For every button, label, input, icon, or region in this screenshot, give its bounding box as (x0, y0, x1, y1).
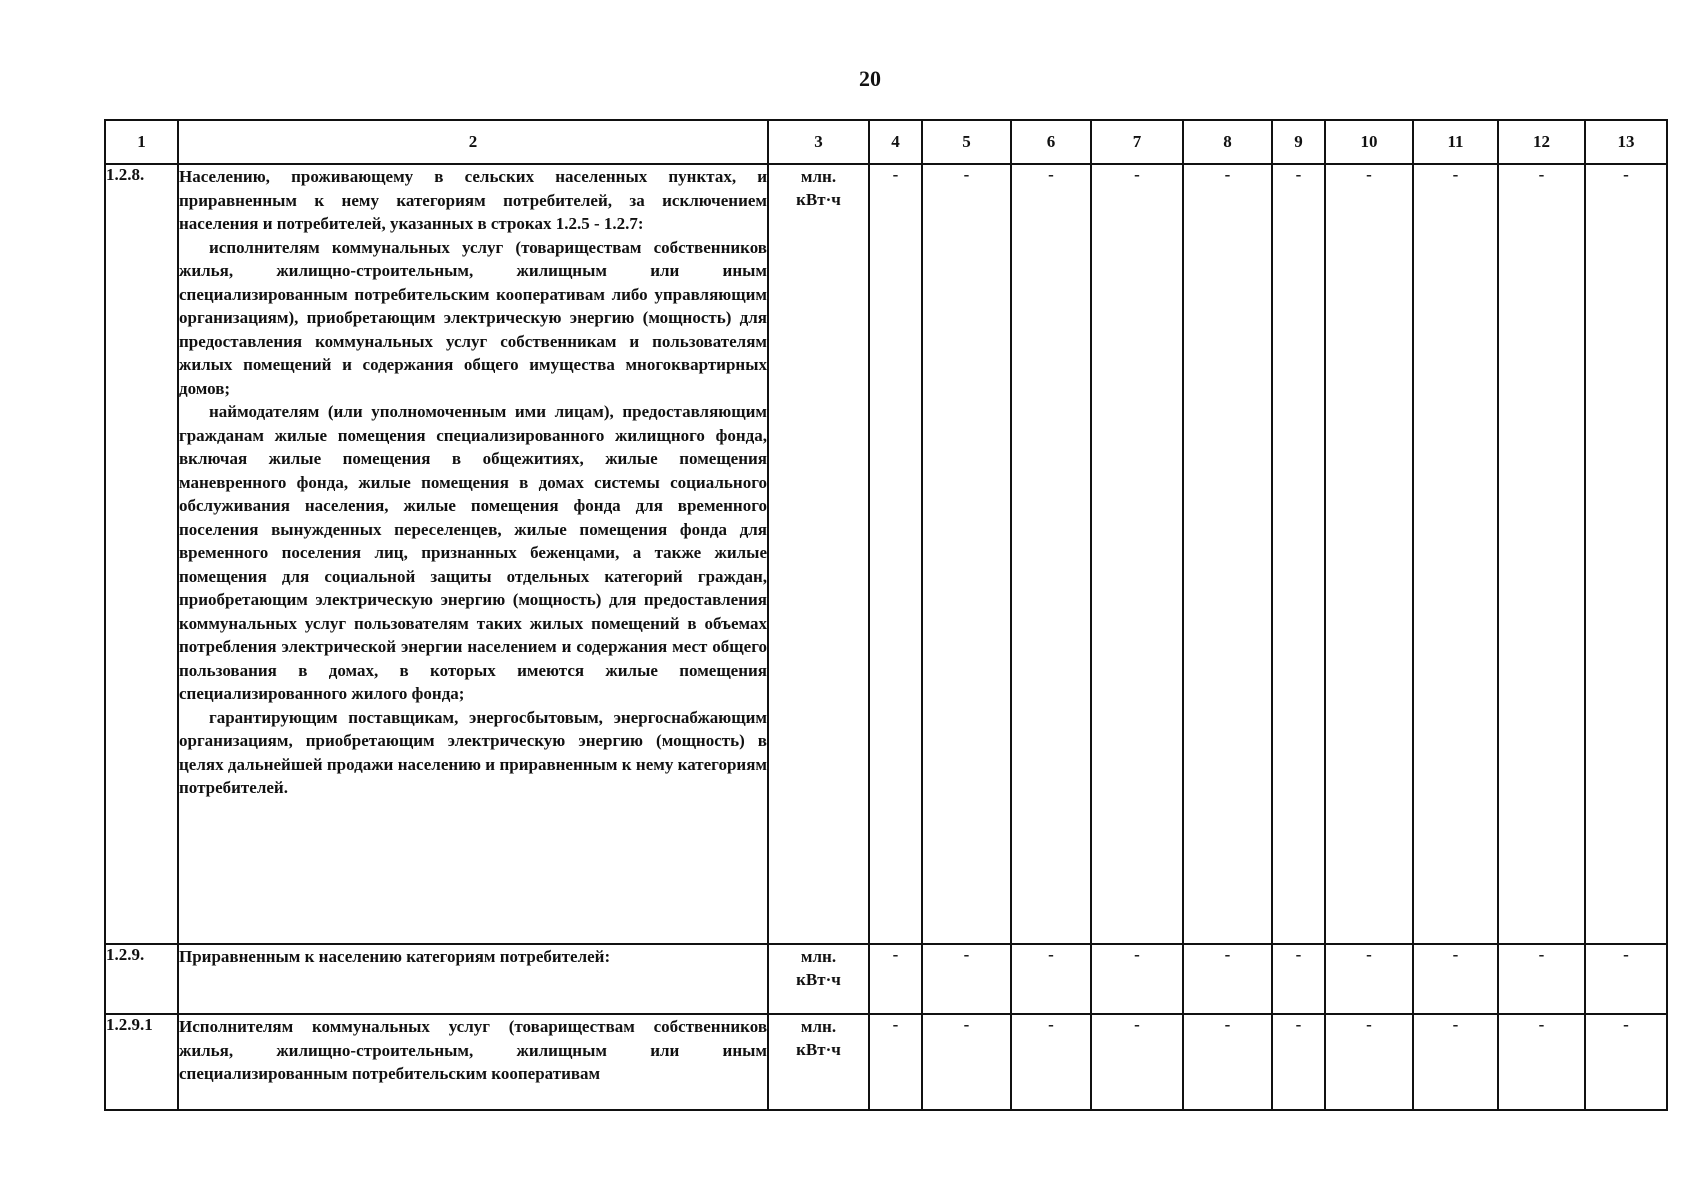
value-cell: - (869, 164, 922, 944)
value-cell: - (1272, 944, 1325, 1014)
value-cell: - (1011, 164, 1091, 944)
value-cell: - (1585, 164, 1667, 944)
value-cell: - (869, 1014, 922, 1110)
value-cell: - (1585, 944, 1667, 1014)
table-row (105, 944, 1667, 1014)
header-cell: 7 (1091, 120, 1183, 164)
value-cell: - (1011, 1014, 1091, 1110)
page-number: 20 (859, 66, 881, 91)
header-cell: 3 (768, 120, 869, 164)
description-paragraph: наймодателям (или уполномоченным ими лицам), предоставляющим гражданам жилые помещения специализированного жилищного фонда, включая жилые помещения в общежитиях, жилые помещения маневренного фонда, жилые помещения в домах системы социального обслуживания населения, жилые помещения фонда для временного поселения вынужденных переселенцев, жилые помещения фонда для временного поселения лиц, признанных беженцами, а также жилые помещения для социальной защиты отдельных категорий граждан, приобретающим электрическую энергию (мощность) для предоставления коммунальных услуг пользователям таких жилых помещений в объемах потребления электрической энергии населением и содержания мест общего пользования в домах, в которых имеются жилые помещения специализированного жилого фонда; (179, 402, 767, 703)
value-cell: - (869, 944, 922, 1014)
row-description (178, 164, 768, 944)
row-description (178, 944, 768, 1014)
value-cell: - (1498, 1014, 1585, 1110)
header-cell: 11 (1413, 120, 1498, 164)
header-cell: 2 (178, 120, 768, 164)
unit-line: млн. (800, 1017, 837, 1036)
value-cell: - (1183, 164, 1272, 944)
value-cell: - (1183, 944, 1272, 1014)
description-paragraph: гарантирующим поставщикам, энергосбытовым, энергоснабжающим организациям, приобретающим электрическую энергию (мощность) в целях дальнейшей продажи населению и приравненным к нему категориям потребителей. (179, 707, 767, 797)
header-cell: 6 (1011, 120, 1091, 164)
row-number: 1.2.8. (105, 164, 178, 944)
row-unit (768, 1014, 869, 1110)
row-unit (768, 164, 869, 944)
row-number: 1.2.9.1 (105, 1014, 178, 1110)
unit-line: млн. (800, 167, 837, 186)
value-cell: - (1011, 944, 1091, 1014)
row-unit (768, 944, 869, 1014)
value-cell: - (1498, 164, 1585, 944)
data-table (104, 119, 1668, 1111)
value-cell: - (1091, 164, 1183, 944)
value-cell: - (1325, 164, 1413, 944)
header-cell: 5 (922, 120, 1011, 164)
row-description (178, 1014, 768, 1110)
table-row (105, 1014, 1667, 1110)
value-cell: - (1413, 164, 1498, 944)
row-number: 1.2.9. (105, 944, 178, 1014)
unit-line: млн. (800, 947, 837, 966)
header-cell: 13 (1585, 120, 1667, 164)
description-paragraph: Приравненным к населению категориям потребителей: (179, 947, 611, 966)
value-cell: - (1183, 1014, 1272, 1110)
description-paragraph: Населению, проживающему в сельских населенных пунктах, и приравненным к нему категориям потребителей, за исключением населения и потребителей, указанных в строках 1.2.5 - 1.2.7: (179, 167, 767, 233)
unit-line: кВт·ч (796, 190, 841, 209)
value-cell: - (922, 1014, 1011, 1110)
header-cell: 9 (1272, 120, 1325, 164)
value-cell: - (922, 944, 1011, 1014)
value-cell: - (1325, 944, 1413, 1014)
value-cell: - (1585, 1014, 1667, 1110)
value-cell: - (1413, 944, 1498, 1014)
unit-line: кВт·ч (796, 970, 841, 989)
header-cell: 4 (869, 120, 922, 164)
value-cell: - (1325, 1014, 1413, 1110)
description-paragraph: Исполнителям коммунальных услуг (товариществам собственников жилья, жилищно-строительным, жилищным или иным специализированным потребительским кооперативам (179, 1017, 767, 1083)
description-paragraph: исполнителям коммунальных услуг (товариществам собственников жилья, жилищно-строительным, жилищным или иным специализированным потребительским кооперативам либо управляющим организациям), приобретающим электрическую энергию (мощность) для предоставления коммунальных услуг собственникам и пользователям жилых помещений и содержания общего имущества многоквартирных домов; (179, 237, 767, 398)
unit-line: кВт·ч (796, 1040, 841, 1059)
header-cell: 12 (1498, 120, 1585, 164)
header-cell: 8 (1183, 120, 1272, 164)
value-cell: - (1272, 164, 1325, 944)
value-cell: - (1091, 944, 1183, 1014)
table-row (105, 164, 1667, 944)
value-cell: - (1091, 1014, 1183, 1110)
value-cell: - (1413, 1014, 1498, 1110)
header-row (105, 120, 1667, 164)
value-cell: - (1272, 1014, 1325, 1110)
value-cell: - (922, 164, 1011, 944)
value-cell: - (1498, 944, 1585, 1014)
header-cell: 10 (1325, 120, 1413, 164)
header-cell: 1 (105, 120, 178, 164)
